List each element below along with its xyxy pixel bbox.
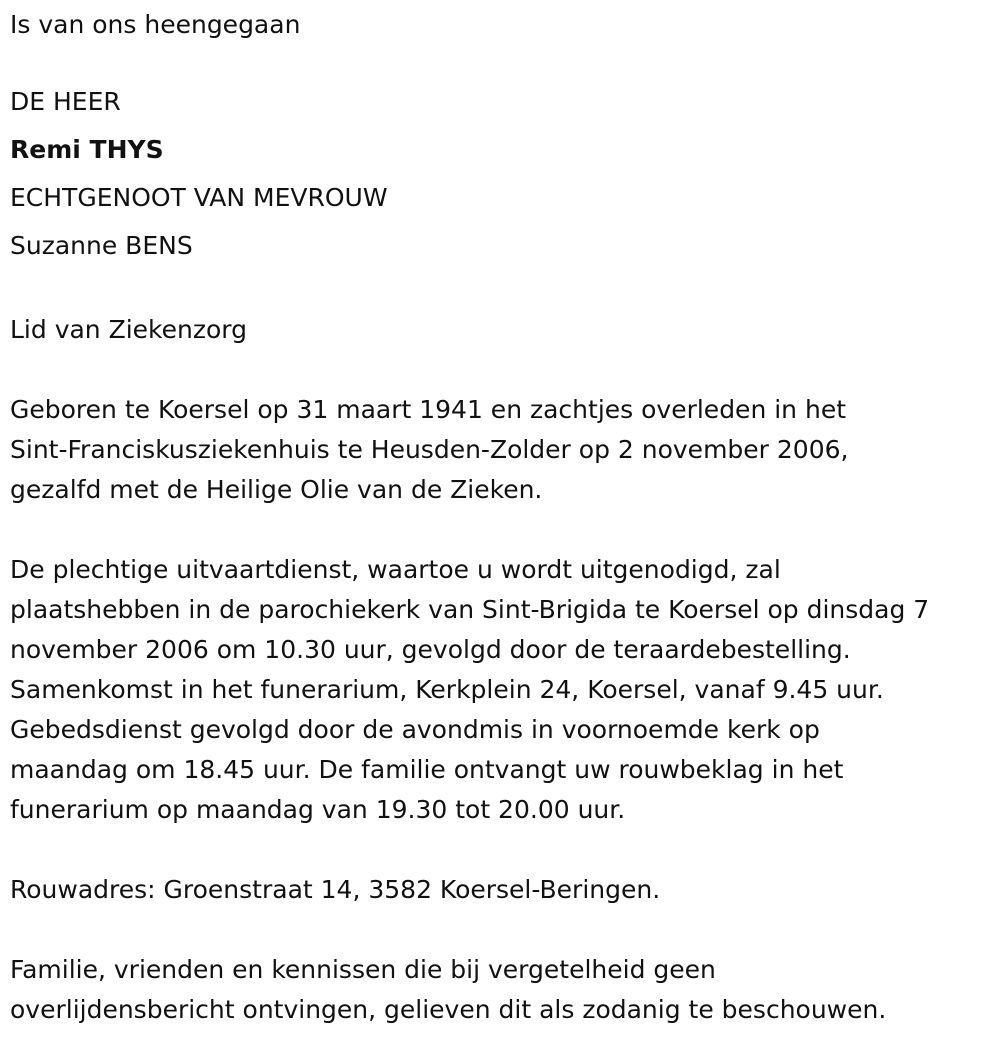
deceased-name: Remi THYS <box>10 135 164 164</box>
birth-death-paragraph <box>10 390 995 510</box>
paragraph-line: overlijdensbericht ontvingen, gelieven dit als zodanig te beschouwen. <box>10 995 887 1024</box>
paragraph-line: funerarium op maandag van 19.30 tot 20.00 uur. <box>10 795 626 824</box>
paragraph-line: november 2006 om 10.30 uur, gevolgd door de teraardebestelling. <box>10 635 851 664</box>
paragraph-line: De plechtige uitvaartdienst, waartoe u wordt uitgenodigd, zal <box>10 555 781 584</box>
paragraph-line: plaatshebben in de parochiekerk van Sint-Brigida te Koersel op dinsdag 7 <box>10 595 930 624</box>
spacer <box>10 45 995 78</box>
membership-text: Lid van Ziekenzorg <box>10 315 247 344</box>
spacer <box>10 830 995 870</box>
spacer <box>10 910 995 950</box>
paragraph-line: Samenkomst in het funerarium, Kerkplein 24, Koersel, vanaf 9.45 uur. <box>10 675 884 704</box>
spacer <box>10 350 995 390</box>
paragraph-line: Sint-Franciskusziekenhuis te Heusden-Zolder op 2 november 2006, <box>10 435 849 464</box>
paragraph-line: Familie, vrienden en kennissen die bij vergetelheid geen <box>10 955 716 984</box>
service-paragraph <box>10 550 995 830</box>
mourning-address: Rouwadres: Groenstraat 14, 3582 Koersel-Beringen. <box>10 875 661 904</box>
title-text: DE HEER <box>10 87 121 116</box>
paragraph-line: Gebedsdienst gevolgd door de avondmis in voornoemde kerk op <box>10 715 820 744</box>
intro-text: Is van ons heengegaan <box>10 10 301 39</box>
paragraph-line: maandag om 18.45 uur. De familie ontvangt uw rouwbeklag in het <box>10 755 844 784</box>
spacer <box>10 510 995 550</box>
spouse-name: Suzanne BENS <box>10 231 193 260</box>
death-notice <box>10 5 995 1030</box>
spouse-label: ECHTGENOOT VAN MEVROUW <box>10 183 388 212</box>
paragraph-line: Geboren te Koersel op 31 maart 1941 en zachtjes overleden in het <box>10 395 846 424</box>
paragraph-line: gezalfd met de Heilige Olie van de Zieken. <box>10 475 543 504</box>
spacer <box>10 270 995 310</box>
closing-paragraph <box>10 950 995 1030</box>
